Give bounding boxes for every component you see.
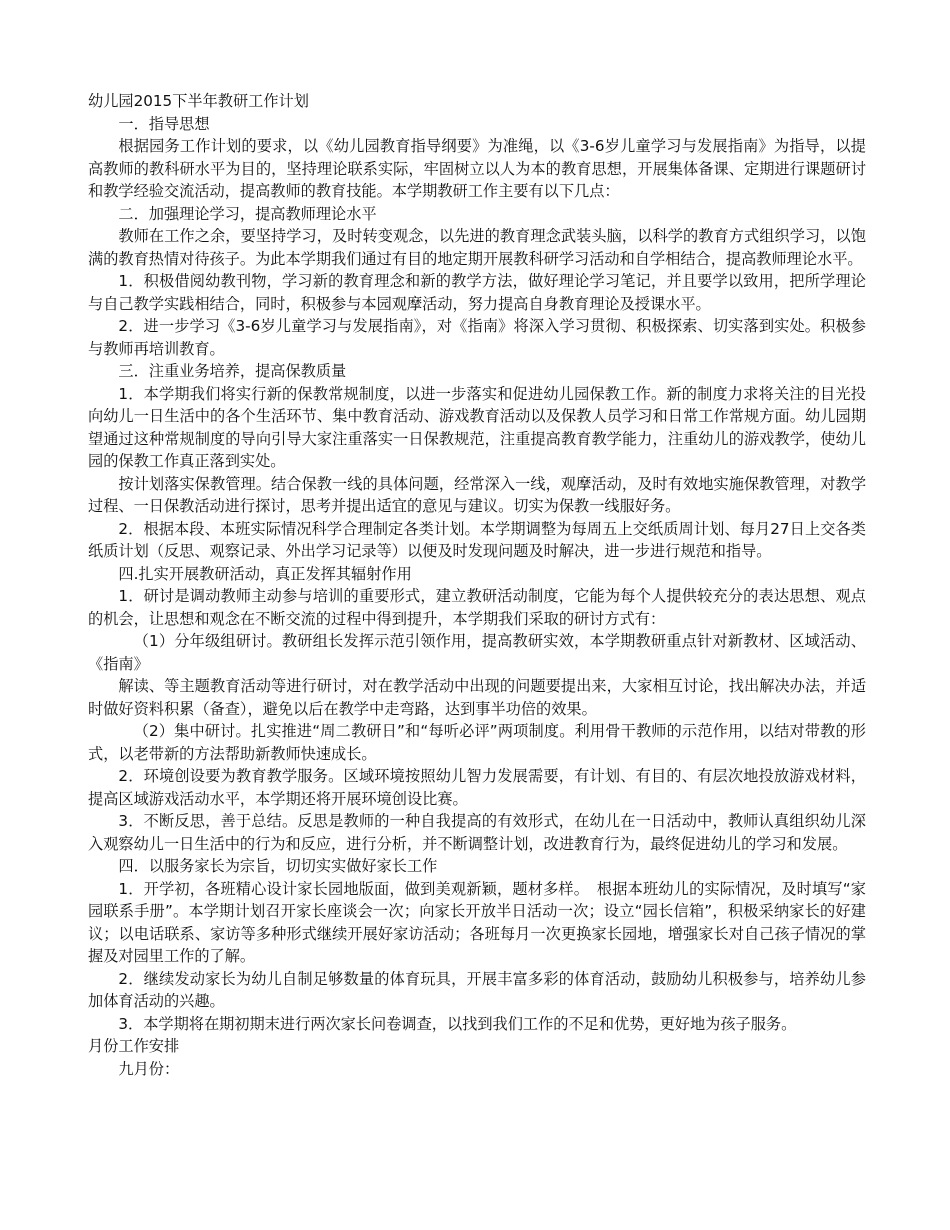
paragraph: 3．本学期将在期初期末进行两次家长问卷调查，以找到我们工作的不足和优势，更好地为孩子服务。 — [118, 1014, 797, 1033]
paragraph: 2．环境创设要为教育教学服务。区域环境按照幼儿智力发展需要，有计划、有目的、有层次地投放游戏材料，提高区域游戏活动水平，本学期还将开展环境创设比赛。 — [88, 767, 866, 808]
paragraph: 根据园务工作计划的要求，以《幼儿园教育指导纲要》为准绳，以《3-6岁儿童学习与发展指南》为指导，以提高教师的教科研水平为目的，坚持理论联系实际，牢固树立以人为本的教育思想，开展集体备课、定期进行课题研讨和教学经验交流活动，提高教师的教育技能。本学期教研工作主要有以下几点： — [88, 137, 866, 200]
paragraph: 教师在工作之余，要坚持学习，及时转变观念，以先进的教育理念武装头脑，以科学的教育方式组织学习，以饱满的教育热情对待孩子。为此本学期我们通过有目的地定期开展教科研学习活动和自学相结合，提高教师理论水平。 — [88, 227, 866, 268]
paragraph: 1．本学期我们将实行新的保教常规制度，以进一步落实和促进幼儿园保教工作。新的制度力求将关注的目光投向幼儿一日生活中的各个生活环节、集中教育活动、游戏教育活动以及保教人员学习和日常工作常规方面。幼儿园期望通过这种常规制度的导向引导大家注重落实一日保教规范，注重提高教育教学能力，注重幼儿的游戏教学，使幼儿园的保教工作真正落到实处。 — [88, 384, 866, 470]
paragraph: （1）分年级组研讨。教研组长发挥示范引领作用，提高教研实效，本学期教研重点针对新教材、区域活动、《指南》 — [88, 632, 866, 673]
paragraph: 2．进一步学习《3-6岁儿童学习与发展指南》，对《指南》将深入学习贯彻、积极探索、切实落到实处。积极参与教师再培训教育。 — [88, 317, 866, 358]
paragraph: 解读、等主题教育活动等进行研讨，对在教学活动中出现的问题要提出来，大家相互讨论，找出解决办法，并适时做好资料积累（备查），避免以后在教学中走弯路，达到事半功倍的效果。 — [88, 677, 866, 718]
schedule-heading: 月份工作安排 — [88, 1037, 180, 1055]
paragraph: 1．研讨是调动教师主动参与培训的重要形式，建立教研活动制度，它能为每个人提供较充分的表达思想、观点的机会，让思想和观念在不断交流的过程中得到提升，本学期我们采取的研讨方式有： — [88, 587, 866, 628]
section-heading-5: 四．以服务家长为宗旨，切切实实做好家长工作 — [118, 857, 438, 875]
paragraph: 1．积极借阅幼教刊物，学习新的教育理念和新的教学方法，做好理论学习笔记，并且要学以致用，把所学理论与自己教学实践相结合，同时，积极参与本园观摩活动，努力提高自身教育理论及授课水平。 — [88, 272, 866, 313]
section-heading-4: 四.扎实开展教研活动，真正发挥其辐射作用 — [118, 564, 412, 583]
paragraph: 按计划落实保教管理。结合保教一线的具体问题，经常深入一线，观摩活动，及时有效地实施保教管理，对教学过程、一日保教活动进行探讨，思考并提出适宜的意见与建议。切实为保教一线服好务。 — [88, 474, 866, 515]
paragraph: 2．继续发动家长为幼儿自制足够数量的体育玩具，开展丰富多彩的体育活动，鼓励幼儿积极参与，培养幼儿参加体育活动的兴趣。 — [88, 969, 866, 1010]
document-page — [88, 90, 866, 1080]
paragraph: 1．开学初，各班精心设计家长园地版面，做到美观新颖，题材多样。 根据本班幼儿的实际情况，及时填写“家园联系手册”。本学期计划召开家长座谈会一次；向家长开放半日活动一次；设立“园长信箱”，积极采纳家长的好建议；以电话联系、家访等多种形式继续开展好家访活动；各班每月一次更换家长园地，增强家长对自己孩子情况的掌握及对园里工作的了解。 — [88, 879, 866, 965]
paragraph: 2．根据本段、本班实际情况科学合理制定各类计划。本学期调整为每周五上交纸质周计划、每月27日上交各类纸质计划（反思、观察记录、外出学习记录等）以便及时发现问题及时解决，进一步进行规范和指导。 — [88, 519, 866, 560]
section-heading-1: 一．指导思想 — [118, 114, 210, 133]
document-title: 幼儿园2015下半年教研工作计划 — [88, 92, 309, 110]
paragraph: （2）集中研讨。扎实推进“周二教研日”和“每听必评”两项制度。利用骨干教师的示范作用，以结对带教的形式，以老带新的方法帮助新教师快速成长。 — [88, 722, 866, 763]
paragraph: 3．不断反思，善于总结。反思是教师的一种自我提高的有效形式，在幼儿在一日活动中，教师认真组织幼儿深入观察幼儿一日生活中的行为和反应，进行分析，并不断调整计划，改进教育行为，最终促进幼儿的学习和发展。 — [88, 812, 866, 853]
section-heading-2: 二．加强理论学习，提高教师理论水平 — [118, 204, 377, 223]
section-heading-3: 三．注重业务培养，提高保教质量 — [118, 362, 347, 380]
month-label: 九月份： — [118, 1059, 180, 1078]
